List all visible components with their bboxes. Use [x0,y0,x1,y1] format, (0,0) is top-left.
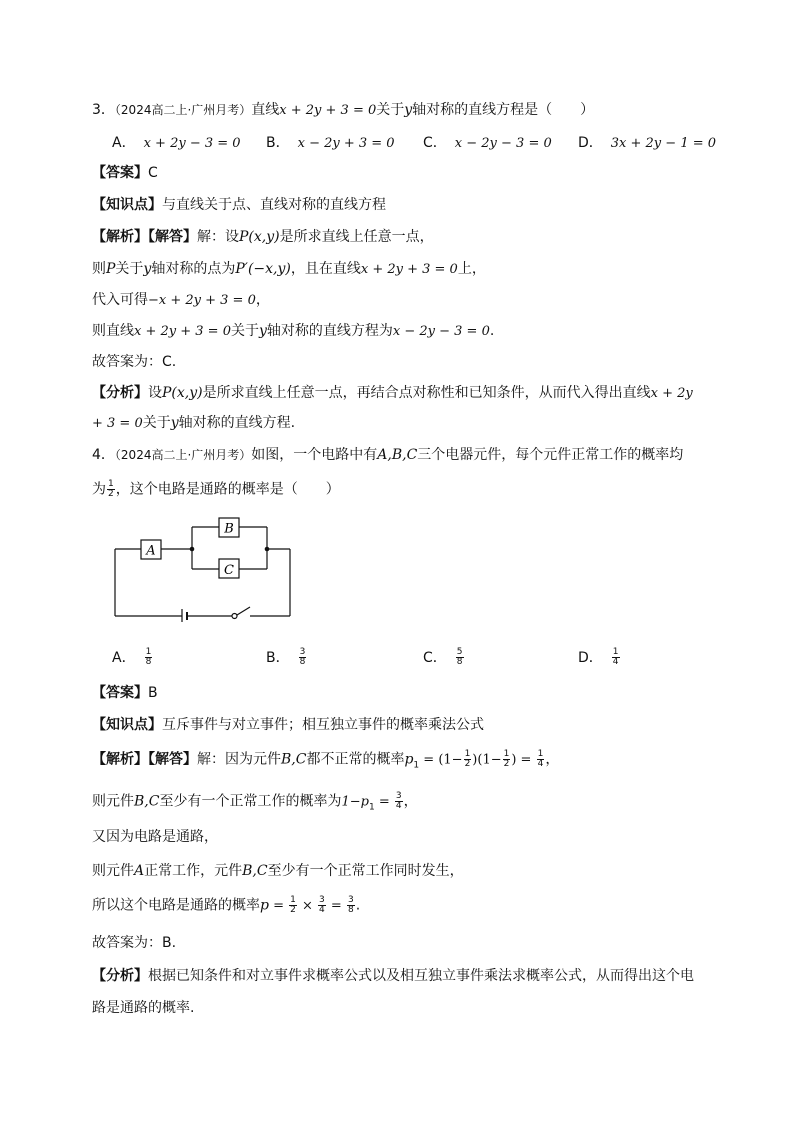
fraction-denominator: 2 [464,759,471,769]
solution-text: 则元件 [92,863,134,879]
math: P [106,261,116,277]
math: = [268,898,289,914]
q3-solution-line-4 [92,322,494,341]
solution-text: 关于 [115,261,144,277]
solution-text: 所以这个电路是通路的概率 [92,897,260,914]
solution-text: ， [403,793,418,810]
option-label: B． [266,135,290,151]
option-fraction [456,648,464,667]
option-fraction [145,648,153,667]
analysis-text: 轴对称的直线方程. [178,415,296,431]
q4-stem-text: 三个电器元件，每个元件正常工作的概率均 [417,447,684,463]
knowledge-tag: 【知识点】 [92,197,162,213]
fraction-numerator: 1 [290,895,296,905]
solution-tag: 【解析】【解答】 [92,229,197,245]
math: x + 2y + 3 = 0 [360,262,458,277]
math: = (1− [419,752,463,768]
math: B,C [281,751,307,768]
option-label: D． [578,135,603,151]
option-label: D． [578,649,603,666]
q4-stem-line-1 [92,446,683,464]
option-expression: 3x + 2y − 1 = 0 [610,136,717,151]
q4-option-c[interactable] [423,648,465,667]
q3-option-c[interactable] [423,134,552,153]
option-label: A． [112,135,136,151]
q4-number: 4． [92,447,115,463]
solution-text: 轴对称的直线方程为 [266,323,393,339]
math-subscript: 1 [368,802,375,813]
fraction-denominator: 8 [145,657,152,667]
math: x + 2y [650,386,693,401]
q3-number: 3． [92,102,115,118]
answer-value: C [148,165,158,181]
switch-pivot [232,614,237,619]
q3-option-d[interactable] [578,134,716,153]
q3-y-var: y [404,102,413,118]
q3-stem-text: 轴对称的直线方程是（ ） [412,102,595,118]
math: + 3 = 0 [92,416,143,431]
fraction-one-half [503,750,511,769]
fraction-denominator: 4 [612,657,619,667]
fraction-numerator: 1 [145,647,152,657]
q3-solution-line-3 [92,291,270,310]
junction-dot [190,547,195,552]
fraction-numerator: 1 [503,749,510,759]
solution-text: 上， [457,261,486,277]
fraction-one-half [289,896,297,915]
math: p [260,897,269,914]
answer-tag: 【答案】 [92,165,148,181]
q3-stem-text: 关于 [376,102,405,118]
math: B,C [242,863,268,879]
conclusion-text: 故答案为：C. [92,354,177,370]
math: 1−p [341,794,369,810]
math: x + 2y + 3 = 0 [134,324,231,339]
analysis-tag: 【分析】 [92,385,148,401]
option-expression: x − 2y + 3 = 0 [297,136,395,151]
knowledge-tag: 【知识点】 [92,717,162,733]
option-fraction [299,648,307,667]
knowledge-text: 互斥事件与对立事件；相互独立事件的概率乘法公式 [162,717,484,733]
q3-option-a[interactable] [112,134,241,153]
fraction-numerator: 3 [395,791,402,801]
component-c-label: C [224,563,234,578]
solution-text: 至少有一个正常工作的概率为 [159,793,342,810]
analysis-text: 关于 [142,415,171,431]
fraction-numerator: 1 [464,749,471,759]
q4-source: （2024高二上·广州月考） [114,448,252,462]
fraction-numerator: 3 [347,895,354,905]
q4-answer [92,684,158,702]
fraction-denominator: 2 [108,489,114,499]
q3-solution-line-2 [92,260,486,279]
q3-answer [92,164,158,182]
option-fraction [612,648,620,667]
math: x − 2y − 3 = 0 [392,324,490,339]
switch-lever [237,607,250,615]
q3-analysis-line-2 [92,414,295,433]
knowledge-text: 与直线关于点、直线对称的直线方程 [162,197,386,213]
q4-solution-line-3 [92,828,218,846]
q3-stem-text: 直线 [251,102,280,118]
junction-dot [265,547,270,552]
fraction-denominator: 2 [290,905,296,915]
q4-solution-line-5 [92,896,360,916]
fraction-numerator: 1 [612,647,619,657]
fraction-numerator: 1 [108,479,114,489]
conclusion-text: 故答案为：B. [92,935,177,951]
q4-analysis-line-1 [92,967,694,985]
math: P(x,y) [162,385,203,401]
analysis-text: 根据已知条件和对立事件求概率公式以及相互独立事件乘法求概率公式，从而得出这个电 [148,968,694,984]
q4-solution-line-4 [92,862,464,880]
analysis-tag: 【分析】 [92,968,148,984]
q4-knowledge-point [92,716,484,734]
q4-solution-line-1 [92,750,559,774]
math: B,C [134,793,160,810]
solution-text: 又因为电路是通路， [92,829,218,845]
fraction-denominator: 4 [319,905,325,915]
q4-stem-line-2 [92,480,340,499]
q3-knowledge-point [92,196,386,214]
fraction-numerator: 3 [299,647,306,657]
fraction-denominator: 8 [347,905,354,915]
math: y [258,323,267,339]
q4-stem-text: 如图，一个电路中有 [251,447,378,463]
fraction-numerator: 1 [537,749,544,759]
fraction-one-half [107,480,115,499]
solution-text: 都不正常的概率 [306,751,405,768]
math: )(1− [472,752,502,768]
q3-source: （2024高二上·广州月考） [114,103,252,117]
option-label: B． [266,649,290,666]
analysis-text: 路是通路的概率. [92,1000,195,1016]
solution-text: 是所求直线上任意一点， [279,229,434,245]
q3-stem [92,101,594,120]
solution-tag: 【解析】【解答】 [92,751,197,768]
fraction-numerator: 3 [319,895,325,905]
q4-analysis-line-2 [92,999,194,1017]
solution-text: 则 [92,261,106,277]
solution-text: 解：设 [197,229,239,245]
fraction-denominator: 8 [299,657,306,667]
solution-text: . [355,897,361,914]
q4-option-b[interactable] [266,648,307,667]
math: ) = [511,752,536,768]
solution-text: 至少有一个正常工作同时发生， [267,863,464,879]
fraction-one-half [464,750,472,769]
q4-stem-text: 为 [92,481,106,498]
solution-text: ， [545,751,560,768]
component-a-label: A [146,543,156,559]
math: = [326,898,346,914]
q3-conclusion [92,353,176,371]
answer-value: B [148,685,158,701]
fraction-one-quarter [537,750,545,769]
q4-stem-text: ，这个电路是通路的概率是（ ） [115,481,340,498]
q4-solution-line-2 [92,792,418,816]
fraction-denominator: 4 [395,801,402,811]
fraction-denominator: 8 [456,657,463,667]
math: = [374,794,394,810]
solution-text: 轴对称的点为 [151,261,236,277]
analysis-text: 设 [148,385,162,401]
analysis-text: 是所求直线上任意一点，再结合点对称性和已知条件，从而代入得出直线 [202,385,651,401]
q4-option-d[interactable] [578,648,621,667]
solution-text: 则直线 [92,323,134,339]
math: P(x,y) [239,229,280,245]
option-expression: x − 2y − 3 = 0 [454,136,552,151]
q3-solution-line-1 [92,228,434,246]
option-expression: x + 2y − 3 = 0 [143,136,241,151]
math: y [143,261,152,277]
solution-text: ， [255,292,270,308]
circuit-diagram [110,514,300,622]
fraction-denominator: 2 [503,759,510,769]
solution-text: 正常工作，元件 [144,863,243,879]
fraction-denominator: 4 [537,759,544,769]
q4-conclusion [92,934,176,952]
fraction-three-quarters [318,896,326,915]
math: p [404,751,414,768]
answer-tag: 【答案】 [92,685,148,701]
solution-text: 关于 [230,323,259,339]
solution-text: 则元件 [92,793,134,810]
option-label: A． [112,649,136,666]
math: × [297,898,318,914]
solution-text: ，且在直线 [290,261,361,277]
q3-line-equation: x + 2y + 3 = 0 [279,103,377,118]
option-label: C． [423,649,447,666]
math: −x + 2y + 3 = 0 [148,293,256,308]
solution-text: 解：因为元件 [197,751,281,768]
fraction-three-eighths [347,896,355,915]
fraction-numerator: 5 [456,647,463,657]
math-subscript: 1 [413,760,420,771]
component-b-label: B [224,521,234,537]
option-label: C． [423,135,447,151]
fraction-three-quarters [395,792,403,811]
q3-option-b[interactable] [266,134,395,153]
math: y [170,415,179,431]
math: A,B,C [377,447,418,463]
solution-text: . [489,323,495,339]
q3-analysis-line-1 [92,384,693,403]
q4-option-a[interactable] [112,648,153,667]
solution-text: 代入可得 [92,292,148,308]
math: A [134,863,145,879]
math: P′(−x,y) [235,261,291,277]
